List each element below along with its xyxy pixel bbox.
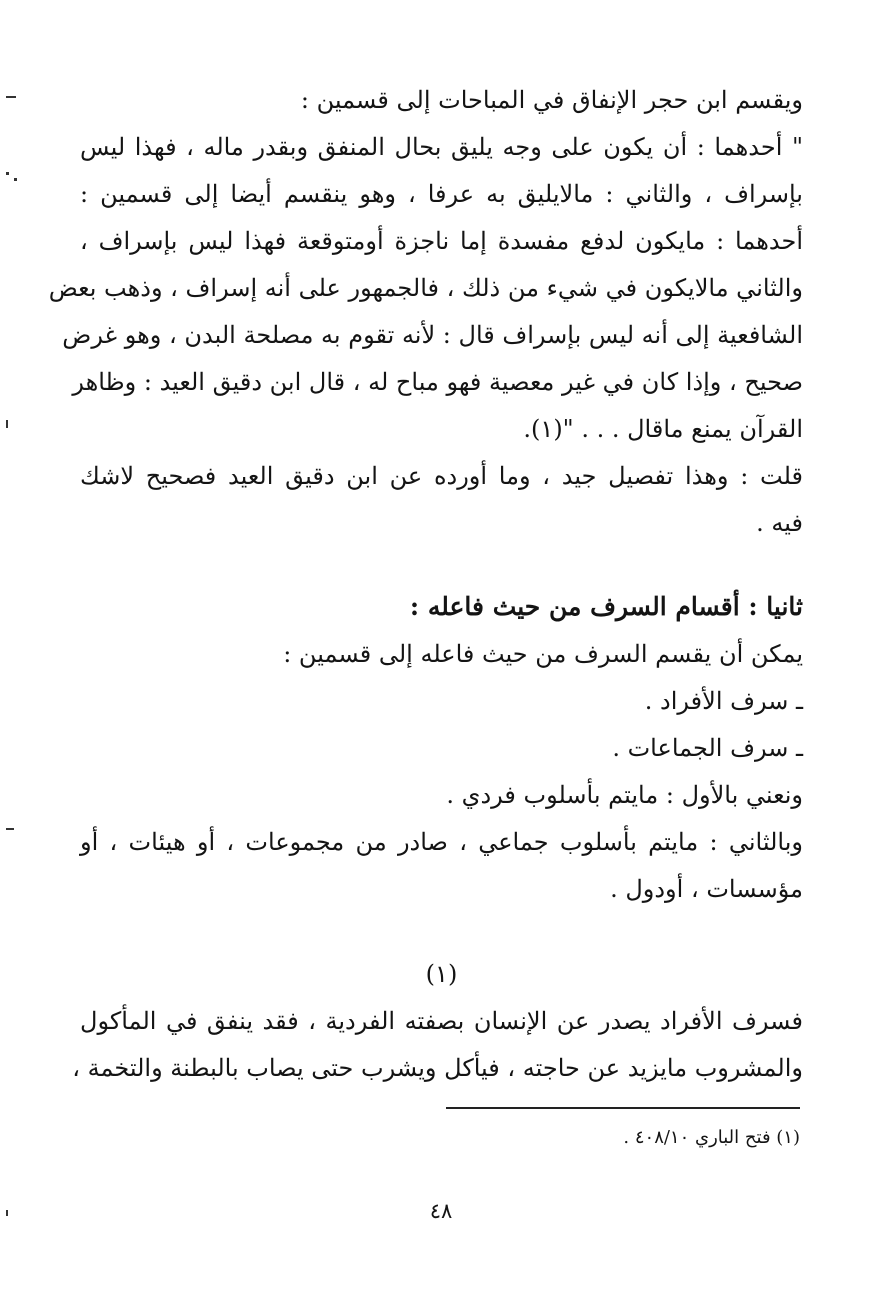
text-line: والمشروب مايزيد عن حاجته ، فيأكل ويشرب حتى يصاب بالبطنة والتخمة ، [72, 1054, 803, 1082]
margin-mark [6, 1210, 8, 1216]
quote-line: القرآن يمنع ماقال . . . "(١). [523, 415, 803, 443]
margin-mark [6, 420, 8, 428]
page-number: ٤٨ [429, 1199, 453, 1223]
quote-line: صحيح ، وإذا كان في غير معصية فهو مباح له ، قال ابن دقيق العيد : وظاهر [72, 368, 803, 396]
text-line: ونعني بالأول : مايتم بأسلوب فردي . [446, 781, 803, 809]
margin-mark [6, 96, 16, 98]
margin-mark [14, 178, 17, 181]
quote-line: أحدهما : مايكون لدفع مفسدة إما ناجزة أومتوقعة فهذا ليس بإسراف ، [80, 227, 803, 255]
list-item: ـ سرف الجماعات . [612, 734, 803, 762]
list-item: ـ سرف الأفراد . [644, 687, 803, 715]
margin-mark [6, 828, 14, 830]
text-line: فيه . [756, 509, 803, 537]
text-line: مؤسسات ، أودول . [610, 875, 803, 903]
section-heading: ثانيا : أقسام السرف من حيث فاعله : [409, 592, 803, 621]
text-line: ويقسم ابن حجر الإنفاق في المباحات إلى قسمين : [300, 86, 803, 114]
quote-line: الشافعية إلى أنه ليس بإسراف قال : لأنه تقوم به مصلحة البدن ، وهو غرض [62, 321, 803, 349]
subsection-number: (١) [425, 960, 458, 988]
text-line: يمكن أن يقسم السرف من حيث فاعله إلى قسمين : [283, 640, 803, 668]
quote-line: والثاني مالايكون في شيء من ذلك ، فالجمهور على أنه إسراف ، وذهب بعض [48, 274, 803, 302]
footnote: (١) فتح الباري ٤٠٨/١٠ . [623, 1127, 800, 1148]
quote-line: بإسراف ، والثاني : مالايليق به عرفا ، وهو ينقسم أيضا إلى قسمين : [80, 180, 803, 208]
quote-line: " أحدهما : أن يكون على وجه يليق بحال المنفق وبقدر ماله ، فهذا ليس [80, 133, 804, 161]
footnote-divider [446, 1107, 800, 1109]
text-line: قلت : وهذا تفصيل جيد ، وما أورده عن ابن دقيق العيد فصحيح لاشك [80, 462, 804, 490]
text-line: وبالثاني : مايتم بأسلوب جماعي ، صادر من مجموعات ، أو هيئات ، أو [80, 828, 803, 856]
text-line: فسرف الأفراد يصدر عن الإنسان بصفته الفردية ، فقد ينفق في المأكول [80, 1007, 804, 1035]
margin-mark [6, 172, 9, 175]
